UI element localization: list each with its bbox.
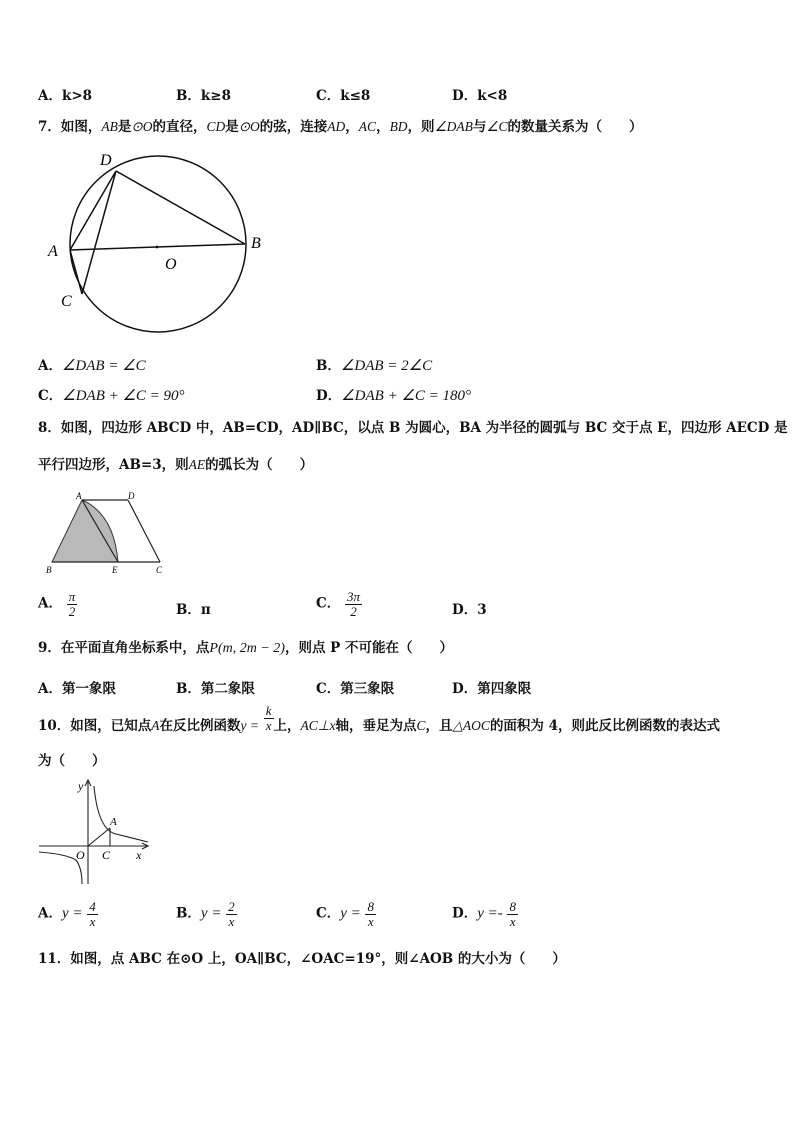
label-b: B xyxy=(46,565,52,575)
q7-option-a: A．∠DAB = ∠C xyxy=(38,358,146,374)
curve-q1 xyxy=(94,786,148,842)
q7-option-b: B．∠DAB = 2∠C xyxy=(316,358,433,374)
q10-option-b: B．y = $\frac{2}{x}$ xyxy=(176,899,235,929)
label-x: x xyxy=(136,848,142,862)
q6-option-b: B．k≥8 xyxy=(176,88,231,104)
q8-option-a: A． $\frac{\pi}{2}$ xyxy=(38,589,76,619)
q9-option-a: A．第一象限 xyxy=(38,681,116,697)
q10-stem-line-1: 10．如图，已知点A在反比例函数y = $\frac{k}{x}$ 上，AC⊥x轴，垂足为点C，且△AOC的面积为 4，则此反比例函数的表达式 xyxy=(38,703,721,734)
q9-option-b: B．第二象限 xyxy=(176,681,255,697)
label-c: C xyxy=(156,565,163,575)
q7-option-d: D．∠DAB + ∠C = 180° xyxy=(316,388,472,404)
shaded-sector xyxy=(52,500,118,562)
label-c: C xyxy=(102,848,111,862)
q6-option-d: D．k<8 xyxy=(452,88,508,104)
chord-dc xyxy=(82,171,116,294)
center-point xyxy=(156,246,159,249)
label-a: A xyxy=(110,816,117,828)
q10-hyperbola-figure xyxy=(36,772,156,890)
label-a: A xyxy=(48,243,58,260)
label-d: D xyxy=(100,152,112,169)
q10-option-c: C．y = $\frac{8}{x}$ xyxy=(316,899,374,929)
q11-stem: 11．如图，点 ABC 在⊙O 上，OA∥BC，∠OAC=19°，则∠AOB 的大小为（ ） xyxy=(38,951,566,967)
label-c: C xyxy=(61,293,72,310)
q8-stem-line-1: 8．如图，四边形 ABCD 中，AB=CD，AD∥BC，以点 B 为圆心，BA 为半径的圆弧与 BC 交于点 E，四边形 AECD 是 xyxy=(38,420,788,436)
arc-ae: AE xyxy=(188,457,206,472)
q9-option-c: C．第三象限 xyxy=(316,681,395,697)
q8-option-b: B．π xyxy=(176,602,211,618)
label-e: E xyxy=(112,565,118,575)
label-y: y xyxy=(78,779,84,793)
q7-circle-figure xyxy=(40,148,280,343)
q9-stem: 9．在平面直角坐标系中，点P(m, 2m − 2)，则点 P 不可能在（ ） xyxy=(38,640,454,656)
q7-option-c: C．∠DAB + ∠C = 90° xyxy=(38,388,185,404)
q6-option-c: C．k≤8 xyxy=(316,88,371,104)
q8-option-c: C． $\frac{3\pi}{2}$ xyxy=(316,589,360,619)
q6-option-a: A．k>8 xyxy=(38,88,93,104)
label-a: A xyxy=(76,491,82,501)
label-o: O xyxy=(76,848,85,862)
label-o: O xyxy=(165,256,177,273)
chord-ac xyxy=(70,250,82,294)
q8-option-d: D．3 xyxy=(452,602,487,618)
label-d: D xyxy=(128,491,135,501)
label-b: B xyxy=(251,235,261,252)
q10-stem-line-2: 为（ ） xyxy=(38,753,106,769)
q10-option-a: A．y = $\frac{4}{x}$ xyxy=(38,899,96,929)
q7-stem: 7．如图，AB是⊙O的直径，CD是⊙O的弦，连接AD，AC，BD，则∠DAB与∠C的数量关系为（ ） xyxy=(38,119,643,135)
q9-option-d: D．第四象限 xyxy=(452,681,532,697)
q8-stem-line-2: 平行四边形，AB=3，则AE的弧长为（ ） xyxy=(38,457,314,473)
chord-db xyxy=(116,171,245,244)
q10-option-d: D．y =- $\frac{8}{x}$ xyxy=(452,899,516,929)
q8-parallelogram-figure xyxy=(44,490,169,576)
